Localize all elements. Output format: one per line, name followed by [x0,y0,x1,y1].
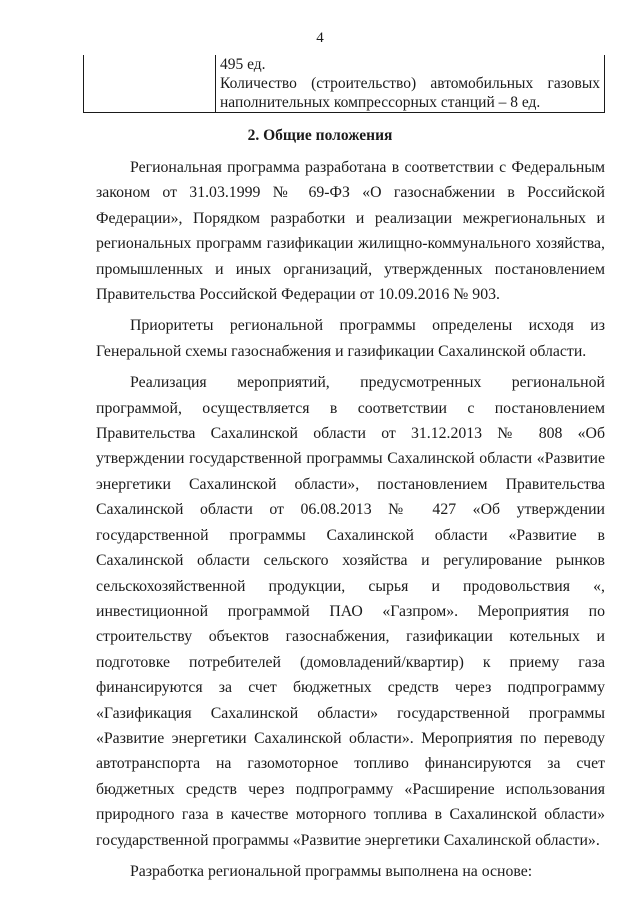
table-fragment [83,55,605,113]
table-line-stations-start: Количество (строительство) автомобильных газовых [220,75,600,92]
paragraph-legal-basis: Региональная программа разработана в соответствии с Федеральным законом от 31.03.1999 № 69-ФЗ «О газоснабжении в Российской Федерации», Порядком разработки и реализации межрегиональных и региональных программ газификации жилищно-коммунального хозяйства, промышленных и иных организаций, утвержденных постановлением Правительства Российской Федерации от 10.09.2016 № 903. [96,159,605,304]
paragraph-development-basis: Разработка региональной программы выполнена на основе: [130,862,533,880]
table-line-stations-end: наполнительных компрессорных станций – 8 ед. [220,94,541,111]
table-cell-empty [84,55,216,113]
paragraph-implementation: Реализация мероприятий, предусмотренных региональной программой, осуществляется в соответствии с постановлением Правительства Сахалинской области от 31.12.2013 № 808 «Об утверждении государственной программы Сахалинской области «Развитие энергетики Сахалинской области», постановлением Правительства Сахалинской области от 06.08.2013 № 427 «Об утверждении государственной программы Сахалинской области «Развитие в Сахалинской области сельского хозяйства и регулирование рынков сельскохозяйственной продукции, сырья и продовольствия «, инвестиционной программой ПАО «Газпром». Мероприятия по строительству объектов газоснабжения, газификации котельных и подготовке потребителей (домовладений/квартир) к приему газа финансируются за счет бюджетных средств через подпрограмму «Газификация Сахалинской области» государственной программы «Развитие энергетики Сахалинской области». Мероприятия по переводу автотранспорта на газомоторное топливо финансируются за счет бюджетных средств через подпрограмму «Расширение использования природного газа в качестве моторного топлива в Сахалинской области» государственной программы «Развитие энергетики Сахалинской области». [96,374,605,849]
table-row [84,55,605,113]
table-cell-indicators [216,55,605,113]
page-number: 4 [316,30,324,46]
section-title: 2. Общие положения [247,127,393,144]
document-body [96,155,605,884]
paragraph-priorities: Приоритеты региональной программы определены исходя из Генеральной схемы газоснабжения и газификации Сахалинской области. [96,317,605,360]
table-line-count: 495 ед. [220,56,266,73]
